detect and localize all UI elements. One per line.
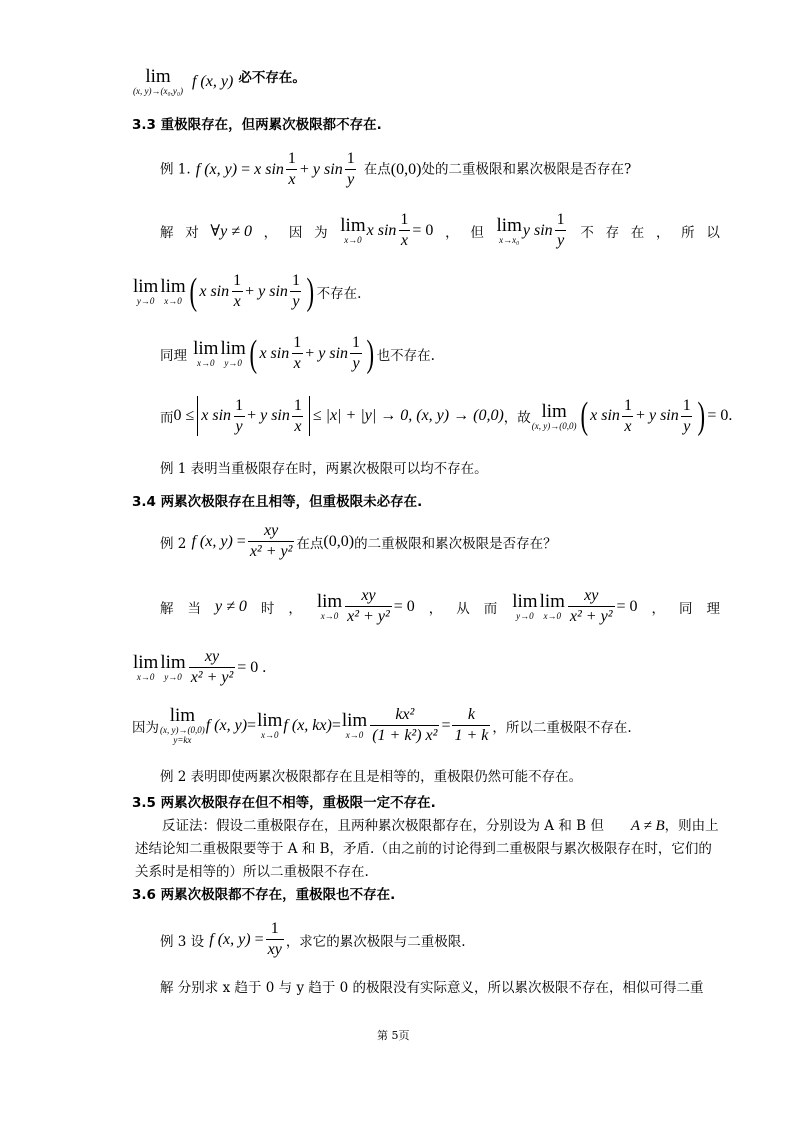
example-1-question: 例 1. f (x, y) = x sin $\frac{1}{x}$ + y sin $\frac{1}{y}$ 在点(0,0)处的二重极限和累次极限是否存在? (160, 150, 632, 188)
example-2-solution: 解 当 y ≠ 0 时 ， lim x→0 $\frac{xy}{\text{x² + y²}}$ = 0 ， 从 而 lim y→0 lim x→0 $\frac{xy}{\text{x² + y²}}$ = 0 ， 同 理 (160, 587, 720, 625)
example-2-note: 例 2 表明即使两累次极限都存在且是相等的，重极限仍然可能不存在。 (160, 769, 583, 785)
page-number: 第 5页 (377, 1029, 410, 1042)
example-1-solution: 解 对 ∀y ≠ 0 ， 因 为 lim x→0 x sin $\frac{1}{x}$ = 0 ， 但 lim x→x₀ y sin $\frac{1}{y}$ 不 存 在 ， 所 以 (160, 211, 720, 249)
inequality-line: 而 0 ≤ x sin $\frac{1}{y}$ + y sin $\frac{1}{x}$ ≤ |x| + |y| → 0, (x, y) → (0,0) ，故 lim (x, y)→(0,0) ( x sin $\frac{1}{x}$ + y sin $\frac{1}{y}$ ) = 0. (160, 395, 733, 437)
proof-paragraph: 反证法：假设二重极限存在，且两种累次极限都存在，分别设为 A 和 B 但 A ≠ B，则由上述结论知二重极限要等于 A 和 B，矛盾.（由之前的讨论得到二重极限与累次极限存在时，它们的关系时是相等的）所以二重极限不存在. (135, 818, 719, 880)
example-3-question: 例 3 设 f (x, y) = $\frac{1}{xy}$ ，求它的累次极限与二重极限. (160, 920, 466, 958)
example-2-question: 例 2 f (x, y) = $\frac{xy}{\text{x² + y²}}$ 在点 (0,0) 的二重极限和累次极限是否存在？ (160, 522, 557, 560)
example-1-note: 例 1 表明当重极限存在时，两累次极限可以均不存在。 (160, 461, 488, 477)
iterated-limit-yx: lim y→0 lim x→0 ( x sin $\frac{1}{x}$ + y sin $\frac{1}{y}$ ) 不存在. (133, 270, 362, 313)
lim-operator: lim (x, y)→(x₀,y₀) (133, 66, 183, 96)
section-heading-3-4: 3.4 两累次极限存在且相等，但重极限未必存在. (132, 494, 423, 510)
path-limit-line: 因为 lim (x, y)→(0,0) y=kx f (x, y) = lim x→0 f (x, kx) = lim x→0 $\frac{\text{kx²}}{\text{(1 + k²) x²}}$ = $\frac{k}{1 + k}$ ，所以二重极限不存在. (132, 705, 632, 745)
iterated-limit-xy: 同理 lim x→0 lim y→0 ( x sin $\frac{1}{x}$ + y sin $\frac{1}{y}$ ) 也不存在. (160, 332, 435, 375)
section-heading-3-5: 3.5 两累次极限存在但不相等，重极限一定不存在. (132, 795, 436, 811)
section-heading-3-3: 3.3 重极限存在，但两累次极限都不存在. (132, 117, 382, 133)
line-lim-f-not-exist: lim (x, y)→(x₀,y₀) f (x, y) 必不存在。 (133, 66, 306, 96)
section-heading-3-6: 3.6 两累次极限都不存在，重极限也不存在. (132, 887, 396, 903)
iterated-limit-2: lim x→0 lim y→0 $\frac{xy}{\text{x² + y²}}$ = 0 . (133, 648, 267, 686)
example-3-solution: 解 分别求 x 趋于 0 与 y 趋于 0 的极限没有实际意义，所以累次极限不存在，相似可得二重 (160, 980, 704, 996)
